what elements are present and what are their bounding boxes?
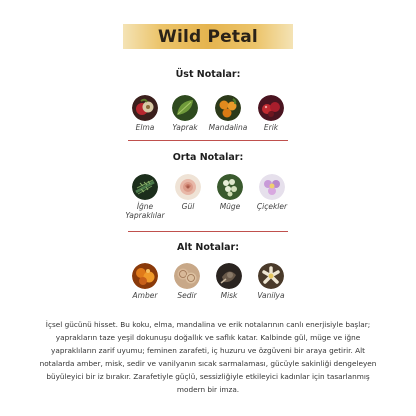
musk-icon	[216, 263, 242, 289]
cedar-wood-icon	[174, 263, 200, 289]
heart-notes-title: Orta Notalar:	[172, 152, 244, 163]
section-divider	[128, 231, 288, 232]
note-label: Vanilya	[257, 291, 285, 300]
note-label: Amber	[132, 291, 158, 300]
note-plum	[246, 95, 296, 132]
title-banner	[123, 24, 293, 49]
plum-icon	[258, 95, 284, 121]
mandarin-icon	[215, 95, 241, 121]
note-label: İğne Yapraklılar	[125, 202, 165, 220]
base-notes-title: Alt Notalar:	[176, 242, 240, 253]
lily-of-the-valley-icon	[217, 174, 243, 200]
note-label: Çiçekler	[256, 202, 288, 211]
note-label: Gül	[181, 202, 195, 211]
note-label: Misk	[220, 291, 238, 300]
fragrance-description: İçsel gücünü hisset. Bu koku, elma, mandalina ve erik notalarının canlı enerjisiyle başlar; yaprakların taze yeşil dokunuşu doğallık ve saflık katar. Kalbinde gül, müge ve iğne yapraklıların zarif uyumu; feminen zarafeti, iç huzuru ve özgüveni bir araya getirir. Alt notalarda amber, misk, sedir ve vanilyanın sıcak sarmalaması, gücüyle sakinliği dengeleyen büyüleyici bir iz bırakır. Zarafetiyle güçlü, sessizliğiyle etkileyici kadınlar için tasarlanmış modern bir imza.	[39, 320, 377, 394]
note-label: Erik	[263, 123, 279, 132]
flowers-icon	[259, 174, 285, 200]
section-divider	[128, 140, 288, 141]
vanilla-icon	[258, 263, 284, 289]
note-label: Müge	[219, 202, 241, 211]
rose-icon	[175, 174, 201, 200]
note-flowers	[247, 174, 297, 211]
product-title: Wild Petal	[158, 26, 258, 47]
note-label: Mandalina	[208, 123, 248, 132]
leaf-icon	[172, 95, 198, 121]
pine-needles-icon	[132, 174, 158, 200]
amber-icon	[132, 263, 158, 289]
top-notes-title: Üst Notalar:	[175, 69, 241, 80]
note-label: Elma	[135, 123, 155, 132]
note-label: Sedir	[177, 291, 197, 300]
note-vanilla	[246, 263, 296, 300]
note-label: Yaprak	[172, 123, 198, 132]
apple-icon	[132, 95, 158, 121]
